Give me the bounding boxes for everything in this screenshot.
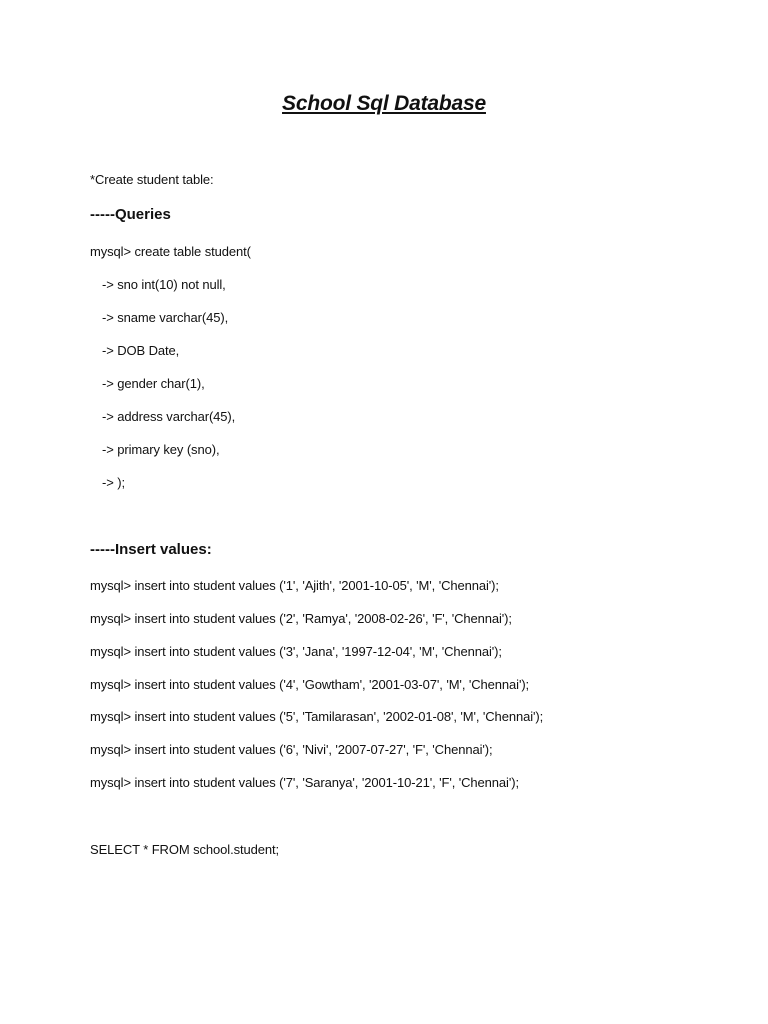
queries-heading: -----Queries [90, 206, 171, 223]
insert-line: mysql> insert into student values ('4', 'Gowtham', '2001-03-07', 'M', 'Chennai'); [90, 677, 530, 692]
create-line: -> DOB Date, [102, 343, 180, 358]
create-line: -> address varchar(45), [102, 409, 236, 424]
create-line: -> gender char(1), [102, 376, 205, 391]
insert-heading: -----Insert values: [90, 541, 212, 558]
insert-line: mysql> insert into student values ('7', 'Saranya', '2001-10-21', 'F', 'Chennai'); [90, 775, 519, 790]
insert-line: mysql> insert into student values ('2', 'Ramya', '2008-02-26', 'F', 'Chennai'); [90, 611, 512, 626]
select-query: SELECT * FROM school.student; [90, 842, 280, 857]
insert-line: mysql> insert into student values ('3', 'Jana', '1997-12-04', 'M', 'Chennai'); [90, 644, 502, 659]
create-line: mysql> create table student( [90, 244, 251, 259]
create-line: -> ); [102, 475, 125, 490]
intro-text: *Create student table: [90, 172, 214, 187]
page-title: School Sql Database [282, 92, 486, 115]
create-line: -> sno int(10) not null, [102, 277, 226, 292]
create-line: -> primary key (sno), [102, 442, 220, 457]
insert-line: mysql> insert into student values ('5', 'Tamilarasan', '2002-01-08', 'M', 'Chennai'); [90, 709, 544, 724]
insert-line: mysql> insert into student values ('6', 'Nivi', '2007-07-27', 'F', 'Chennai'); [90, 742, 493, 757]
insert-line: mysql> insert into student values ('1', 'Ajith', '2001-10-05', 'M', 'Chennai'); [90, 578, 499, 593]
create-line: -> sname varchar(45), [102, 310, 229, 325]
